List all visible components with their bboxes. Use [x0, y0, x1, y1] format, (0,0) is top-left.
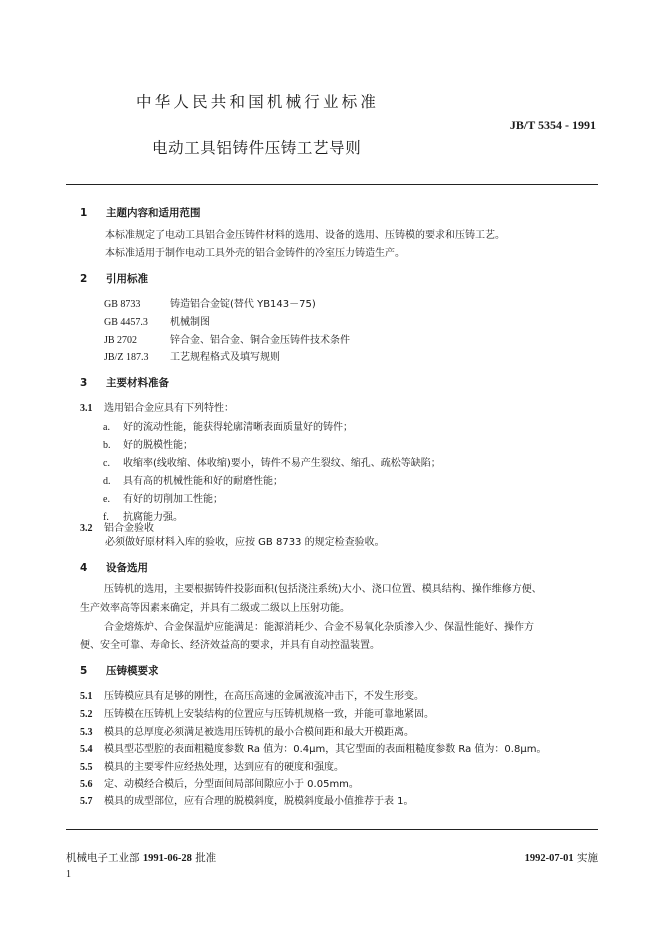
clause-item	[80, 775, 359, 790]
reference-item	[104, 348, 280, 363]
approval-word: 批准	[195, 852, 217, 864]
reference-item	[104, 331, 350, 346]
section-number: 5	[80, 665, 88, 677]
section-title: 压铸模要求	[106, 665, 159, 677]
section-title: 设备选用	[106, 562, 148, 574]
section-title: 引用标准	[106, 273, 148, 285]
subsection-3-2-text: 必须做好原材料入库的验收，应按 GB 8733 的规定检查验收。	[105, 537, 385, 548]
reference-code: JB 2702	[104, 335, 138, 346]
clause-item	[80, 687, 424, 702]
reference-title: 锌合金、铝合金、铜合金压铸件技术条件	[170, 335, 350, 346]
clause-item	[80, 723, 414, 738]
section-2-heading	[80, 271, 148, 286]
list-item	[103, 418, 353, 433]
section-number: 4	[80, 562, 88, 574]
clause-number: 5.3	[80, 727, 93, 738]
approval-date: 1991-06-28	[142, 853, 192, 864]
section-4-paragraph-1-line-1: 压铸机的选用，主要根据铸件投影面积(包括浇注系统)大小、浇口位置、模具结构、操作维修方便、	[104, 584, 542, 595]
section-title: 主题内容和适用范围	[106, 207, 201, 219]
list-item	[103, 436, 193, 451]
list-item	[103, 490, 223, 505]
clause-item	[80, 758, 344, 773]
reference-code: JB/Z 187.3	[104, 352, 149, 363]
list-letter: b.	[103, 440, 111, 451]
standard-category-title: 中华人民共和国机械行业标准	[136, 93, 380, 111]
section-5-heading	[80, 663, 159, 678]
header-divider	[66, 184, 598, 185]
section-1-heading	[80, 205, 201, 220]
reference-item	[104, 295, 316, 310]
clause-number: 5.2	[80, 709, 93, 720]
standard-number: JB/T 5354 - 1991	[509, 118, 596, 132]
list-text: 好的流动性能，能获得轮廓清晰表面质量好的铸件；	[123, 422, 353, 433]
clause-text: 模具的成型部位，应有合理的脱模斜度，脱模斜度最小值推荐于表 1。	[104, 796, 414, 807]
list-letter: a.	[103, 422, 110, 433]
list-letter: c.	[103, 458, 110, 469]
subsection-number: 3.1	[80, 403, 93, 414]
approval-line	[66, 850, 216, 865]
reference-title: 铸造铝合金锭(替代 YB143－75)	[170, 299, 316, 310]
list-text: 有好的切削加工性能；	[123, 494, 223, 505]
list-item	[103, 454, 441, 469]
reference-code: GB 8733	[104, 299, 141, 310]
reference-item	[104, 313, 210, 328]
list-text: 具有高的机械性能和好的耐磨性能；	[123, 476, 283, 487]
section-4-paragraph-2-line-1: 合金熔炼炉、合金保温炉应能满足：能源消耗少、合金不易氧化杂质渗入少、保温性能好、操作方	[104, 622, 534, 633]
clause-text: 模具的总厚度必须满足被选用压铸机的最小合模间距和最大开模距离。	[104, 727, 414, 738]
approval-authority: 机械电子工业部	[66, 852, 140, 864]
list-letter: e.	[103, 494, 110, 505]
list-letter: f.	[103, 512, 109, 523]
footer-divider	[66, 829, 598, 830]
document-title: 电动工具铝铸件压铸工艺导则	[152, 139, 362, 157]
implementation-line	[525, 850, 598, 865]
page-number: 1	[66, 869, 71, 880]
section-4-heading	[80, 560, 148, 575]
list-item	[103, 472, 283, 487]
clause-item	[80, 740, 546, 755]
subsection-3-1	[80, 399, 234, 414]
list-text: 收缩率(线收缩、体收缩)要小，铸件不易产生裂纹、缩孔、疏松等缺陷；	[123, 458, 441, 469]
section-1-paragraph-1: 本标准规定了电动工具铝合金压铸件材料的选用、设备的选用、压铸模的要求和压铸工艺。	[105, 230, 505, 241]
clause-item	[80, 705, 434, 720]
subsection-text: 选用铝合金应具有下列特性：	[104, 403, 234, 414]
clause-number: 5.5	[80, 762, 93, 773]
section-3-heading	[80, 375, 169, 390]
subsection-3-2	[80, 519, 154, 534]
reference-title: 工艺规程格式及填写规则	[170, 352, 280, 363]
clause-number: 5.7	[80, 796, 93, 807]
subsection-title: 铝合金验收	[104, 523, 154, 534]
section-number: 1	[80, 207, 88, 219]
list-text: 好的脱模性能；	[123, 440, 193, 451]
section-4-paragraph-2-line-2: 便、安全可靠、寿命长、经济效益高的要求，并具有自动控温装置。	[80, 640, 380, 651]
clause-text: 压铸模应具有足够的刚性，在高压高速的金属液流冲击下，不发生形变。	[104, 691, 424, 702]
clause-number: 5.6	[80, 779, 93, 790]
list-text: 抗腐能力强。	[123, 512, 183, 523]
section-title: 主要材料准备	[106, 377, 169, 389]
clause-text: 压铸模在压铸机上安装结构的位置应与压铸机规格一致，并能可靠地紧固。	[104, 709, 434, 720]
clause-text: 模具型芯型腔的表面粗糙度参数 Ra 值为：0.4μm，其它型面的表面粗糙度参数 Ra 值为：0.8μm。	[104, 744, 547, 755]
clause-item	[80, 792, 414, 807]
section-number: 2	[80, 273, 88, 285]
section-1-paragraph-2: 本标准适用于制作电动工具外壳的铝合金铸件的冷室压力铸造生产。	[105, 248, 405, 259]
clause-number: 5.1	[80, 691, 93, 702]
clause-text: 模具的主要零件应经热处理，达到应有的硬度和强度。	[104, 762, 344, 773]
clause-text: 定、动模经合模后，分型面间局部间隙应小于 0.05mm。	[104, 779, 359, 790]
reference-code: GB 4457.3	[104, 317, 148, 328]
list-letter: d.	[103, 476, 111, 487]
implementation-word: 实施	[577, 852, 598, 864]
reference-title: 机械制图	[170, 317, 210, 328]
implementation-date: 1992-07-01	[524, 853, 574, 864]
section-4-paragraph-1-line-2: 生产效率高等因素来确定，并具有二级或二级以上压射功能。	[80, 603, 350, 614]
clause-number: 5.4	[80, 744, 93, 755]
section-number: 3	[80, 377, 88, 389]
subsection-number: 3.2	[80, 523, 93, 534]
